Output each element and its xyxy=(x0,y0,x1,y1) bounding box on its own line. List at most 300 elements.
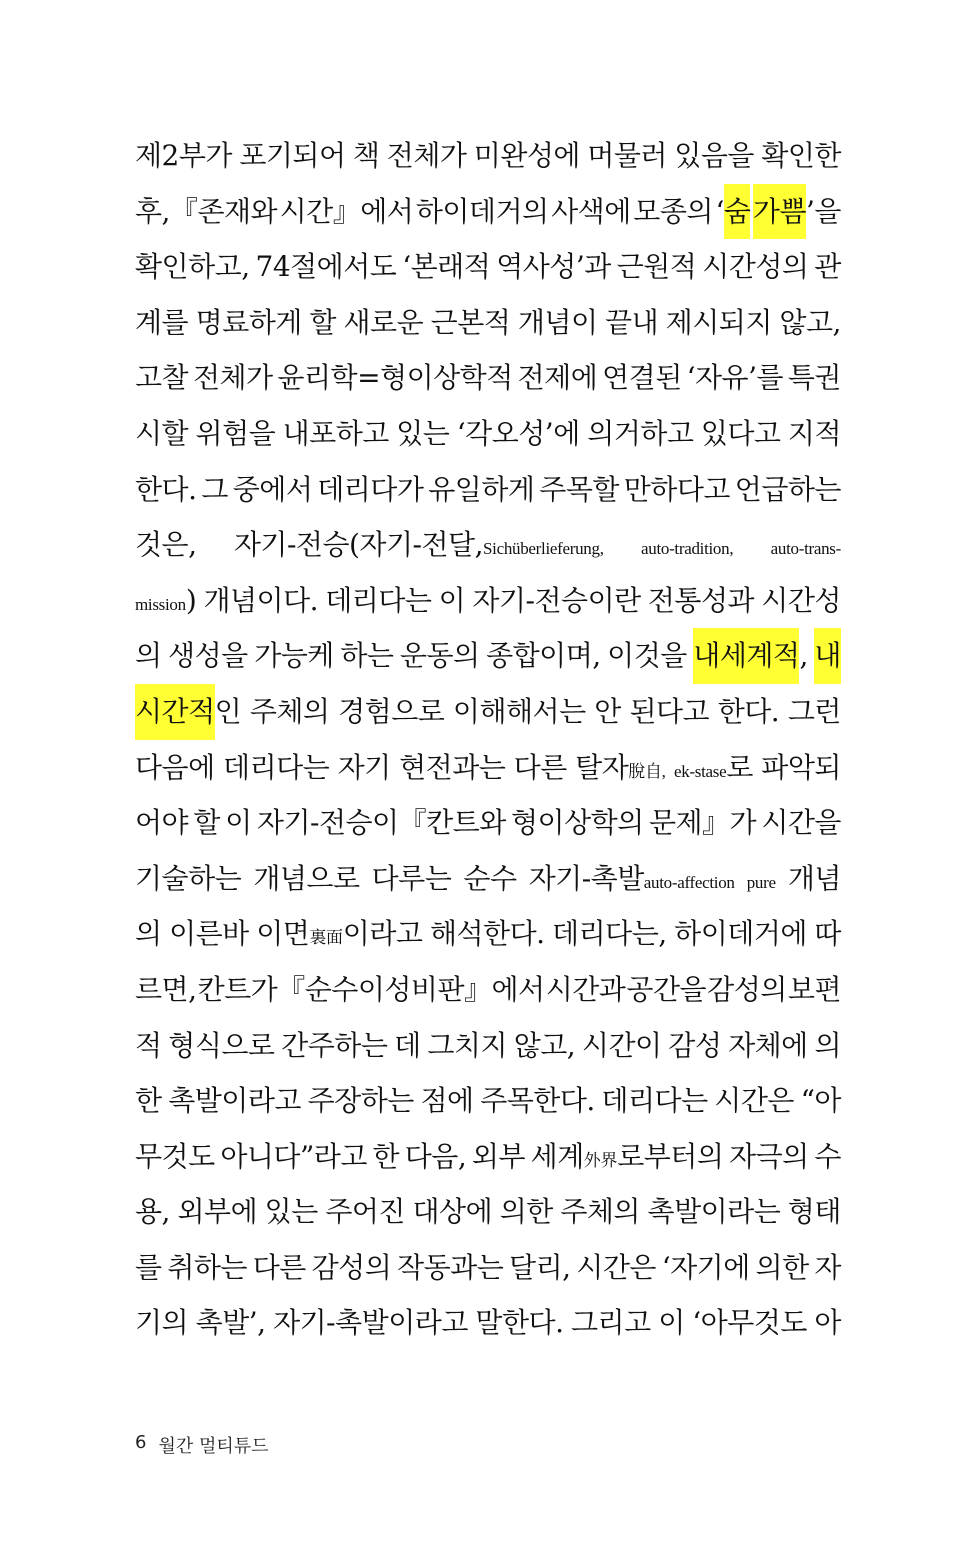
text-segment: 다루는 xyxy=(371,861,452,895)
text-segment: 현전과는 xyxy=(399,750,506,784)
word xyxy=(693,628,808,684)
text-segment: 이것을 xyxy=(607,639,687,673)
text-segment: 기의 xyxy=(135,1306,189,1340)
word xyxy=(325,1184,405,1240)
word xyxy=(518,350,598,406)
text-segment: 데리다는 xyxy=(223,750,330,784)
text-segment: 칸트가『순수이성비판』에서 xyxy=(197,972,545,1006)
word xyxy=(714,1073,794,1129)
text-segment: 머물러 xyxy=(587,139,667,172)
word xyxy=(135,962,197,1018)
word xyxy=(201,462,228,518)
text-segment: 전통성과 xyxy=(647,583,755,617)
word xyxy=(353,128,380,184)
word xyxy=(633,184,713,240)
word xyxy=(747,851,776,911)
word xyxy=(135,1240,162,1296)
text-segment: 74절에서도 xyxy=(255,250,397,284)
text-segment: 중에서 xyxy=(232,472,313,506)
word xyxy=(511,795,644,851)
word xyxy=(135,1295,188,1351)
word xyxy=(312,1240,392,1296)
word xyxy=(560,1184,640,1240)
word xyxy=(196,1295,266,1351)
word xyxy=(728,1018,808,1074)
text-segment: 가능케 xyxy=(254,639,334,673)
text-segment: 아니다”라고 xyxy=(220,1139,367,1173)
text-segment: 이면 xyxy=(256,917,310,951)
text-segment: 시간이 xyxy=(581,1028,662,1062)
text-segment: 만하다고 xyxy=(623,472,730,506)
text-line xyxy=(135,628,841,684)
text-line xyxy=(135,406,841,462)
text-segment: 주어진 xyxy=(325,1195,405,1229)
text-segment: 후,『존재와 xyxy=(135,194,278,228)
word xyxy=(788,851,841,907)
word xyxy=(254,628,334,684)
word xyxy=(472,573,640,629)
word xyxy=(735,462,841,518)
text-segment: 점에 xyxy=(420,1084,474,1118)
text-segment: 역사성’과 xyxy=(496,250,611,284)
text-segment: 시간과 xyxy=(545,972,626,1006)
word xyxy=(168,1073,301,1129)
text-segment: 데리다가 xyxy=(317,472,424,506)
word xyxy=(431,295,511,351)
word xyxy=(399,740,505,796)
gloss-text: 外界 xyxy=(583,1150,618,1170)
word xyxy=(135,295,188,351)
text-segment: 그치지 xyxy=(427,1028,507,1062)
text-segment: 모종의 xyxy=(633,194,713,228)
text-line xyxy=(135,573,841,629)
text-segment: 미완성에 xyxy=(473,139,580,172)
publication-title: 월간 멀티튜드 xyxy=(158,1436,269,1457)
word xyxy=(814,239,841,295)
text-segment: 를 xyxy=(135,1250,162,1284)
word xyxy=(756,1240,809,1296)
text-segment: 개념으로 xyxy=(253,861,360,895)
text-segment: 끝내 xyxy=(605,305,659,339)
text-segment: 이 xyxy=(658,1306,685,1340)
text-segment: ‘본래적 xyxy=(402,250,491,284)
gloss-text: auto-trans- xyxy=(770,539,841,559)
word xyxy=(531,1129,724,1189)
word xyxy=(674,740,753,800)
text-line xyxy=(135,295,841,351)
text-segment: 주목할 xyxy=(539,472,619,506)
text-segment: 하는 xyxy=(340,639,394,673)
text-segment: 시간성의 xyxy=(702,250,809,284)
text-segment: 다른 xyxy=(252,1250,306,1284)
word xyxy=(135,350,188,406)
word xyxy=(475,1295,563,1351)
word xyxy=(788,406,841,462)
word xyxy=(617,239,697,295)
word xyxy=(814,1129,841,1185)
text-segment: 용, xyxy=(135,1195,170,1229)
text-segment: 시간성 xyxy=(761,583,841,617)
word xyxy=(277,350,512,406)
word xyxy=(552,906,667,962)
word xyxy=(546,962,626,1018)
gloss-text: 裏面 xyxy=(309,928,343,948)
word xyxy=(239,128,345,184)
word xyxy=(135,1073,162,1129)
word xyxy=(514,1018,576,1074)
text-segment: 명료하게 xyxy=(195,305,302,339)
text-segment: 의 xyxy=(135,917,162,951)
text-segment: 어야 xyxy=(135,806,189,840)
word xyxy=(648,1184,781,1240)
text-line xyxy=(135,350,841,406)
text-segment: 공간을 xyxy=(626,972,707,1006)
text-segment: ‘각오성’에 xyxy=(456,416,580,450)
text-segment: 자기-전승(자기-전달, xyxy=(233,528,483,562)
word xyxy=(753,184,841,240)
text-segment: 그리고 xyxy=(571,1306,651,1340)
text-segment: 문제』가 xyxy=(648,806,757,840)
word xyxy=(397,1240,503,1296)
word xyxy=(273,1295,468,1351)
text-segment: 된다고 xyxy=(629,694,710,728)
word xyxy=(135,906,162,962)
word xyxy=(687,350,783,406)
text-segment: 순수 xyxy=(463,861,517,895)
text-segment: 할 xyxy=(309,305,336,339)
text-segment: 있는 xyxy=(396,416,450,450)
text-line xyxy=(135,517,841,573)
word xyxy=(788,350,841,406)
word xyxy=(814,1018,841,1074)
word xyxy=(587,406,693,462)
text-segment: 계를 xyxy=(135,305,189,339)
text-segment: 제시되지 xyxy=(665,305,772,339)
text-line xyxy=(135,1129,841,1185)
gloss-text: 脫自, xyxy=(628,761,666,781)
word xyxy=(514,740,567,796)
text-segment: 주체의 xyxy=(249,694,330,728)
word xyxy=(463,851,516,907)
text-segment: 적 xyxy=(135,1028,162,1062)
text-segment: 의 xyxy=(135,639,162,673)
text-segment: 제2부가 xyxy=(135,139,232,172)
gloss-text: ek-stase xyxy=(674,761,727,781)
text-segment: 시간』에서 xyxy=(279,194,414,228)
text-segment: 개념 xyxy=(787,861,841,895)
word xyxy=(387,128,467,184)
text-segment: 다음, xyxy=(404,1139,467,1173)
text-segment: 데리다는, xyxy=(552,917,667,951)
word xyxy=(496,239,611,295)
text-segment: 이 xyxy=(225,806,252,840)
text-segment: 자기-전승이란 xyxy=(472,583,641,617)
text-segment: 의한 xyxy=(499,1195,553,1229)
word xyxy=(223,740,329,796)
word xyxy=(168,1018,274,1074)
text-segment: 탈자 xyxy=(575,750,629,784)
word xyxy=(135,184,277,240)
text-segment: ‘ xyxy=(715,194,724,228)
word xyxy=(658,1295,685,1351)
text-segment: 무것도 xyxy=(135,1139,215,1173)
text-line xyxy=(135,684,841,740)
word xyxy=(400,628,480,684)
text-segment: 주목한다. xyxy=(480,1084,595,1118)
word xyxy=(649,795,756,851)
text-segment: 사색에 xyxy=(551,194,631,228)
word xyxy=(551,184,631,240)
word xyxy=(602,350,682,406)
word xyxy=(373,1129,400,1185)
highlighted-text: 시간적 xyxy=(135,684,215,740)
word xyxy=(280,184,414,240)
text-segment: 다음에 xyxy=(135,750,215,784)
text-line xyxy=(135,1073,841,1129)
word xyxy=(135,573,196,633)
word xyxy=(641,517,733,577)
text-segment: 한다. xyxy=(717,694,780,728)
word xyxy=(761,740,841,796)
word xyxy=(575,740,665,800)
word xyxy=(135,128,232,184)
text-segment: 시간은 xyxy=(576,1250,656,1284)
word xyxy=(474,128,580,184)
word xyxy=(500,1184,553,1240)
word xyxy=(761,573,841,629)
body-text xyxy=(135,128,841,1351)
text-segment: 확인하고, xyxy=(135,250,250,284)
text-segment: 한다. xyxy=(135,472,197,506)
word xyxy=(788,684,841,740)
text-segment: 특권 xyxy=(787,361,841,395)
word xyxy=(135,628,162,684)
word xyxy=(718,684,780,740)
text-segment: 감성의 xyxy=(311,1250,392,1284)
text-segment: 세계 xyxy=(530,1139,584,1173)
text-segment: 하이데거의 xyxy=(415,194,549,228)
word xyxy=(169,906,249,962)
text-segment: 달리, xyxy=(509,1250,571,1284)
word xyxy=(135,740,215,796)
word xyxy=(648,573,754,629)
text-segment: 운동의 xyxy=(399,639,480,673)
text-segment: 로 xyxy=(726,750,753,784)
text-segment: 르면, xyxy=(135,972,197,1006)
word xyxy=(196,295,302,351)
word xyxy=(674,128,754,184)
text-segment: 대상에 xyxy=(412,1195,493,1229)
word xyxy=(539,462,619,518)
word xyxy=(666,295,772,351)
word xyxy=(135,795,188,851)
word xyxy=(193,350,273,406)
text-segment: 이른바 xyxy=(169,917,249,951)
word xyxy=(439,573,466,629)
gloss-text: mission xyxy=(135,594,186,614)
text-segment: 데 xyxy=(394,1028,421,1062)
text-segment: 이 xyxy=(438,583,466,617)
word xyxy=(405,1129,467,1185)
text-segment: 자기 xyxy=(337,750,391,784)
word xyxy=(420,1073,473,1129)
text-segment: 파악되 xyxy=(761,750,841,784)
text-segment: 의한 xyxy=(755,1250,809,1284)
word xyxy=(624,462,730,518)
word xyxy=(193,795,220,851)
text-line xyxy=(135,906,841,962)
text-segment: 외부에 xyxy=(177,1195,258,1229)
text-segment: 형식으로 xyxy=(168,1028,275,1062)
text-segment: 시할 xyxy=(135,416,189,450)
text-line xyxy=(135,962,841,1018)
word xyxy=(253,1240,306,1296)
word xyxy=(428,462,534,518)
text-segment: 한 xyxy=(135,1084,162,1118)
text-segment: 유일하게 xyxy=(428,472,535,506)
word xyxy=(761,795,841,851)
word xyxy=(453,684,586,740)
text-line xyxy=(135,239,841,295)
word xyxy=(413,1184,493,1240)
text-segment: ‘자기에 xyxy=(661,1250,750,1284)
text-line xyxy=(135,851,841,907)
text-segment: 외부 xyxy=(471,1139,526,1173)
text-segment: 자극의 xyxy=(729,1139,809,1173)
text-segment: “아 xyxy=(800,1084,841,1118)
word xyxy=(701,406,781,462)
word xyxy=(256,239,397,295)
text-segment: 윤리학=형이상학적 xyxy=(277,361,513,395)
text-segment: 있음을 xyxy=(674,139,754,172)
word xyxy=(457,406,580,462)
word xyxy=(203,573,318,629)
text-segment: 경험으로 xyxy=(338,694,445,728)
word xyxy=(402,239,490,295)
text-segment: 위험을 xyxy=(195,416,276,450)
text-segment: , xyxy=(799,639,808,673)
gloss-text: pure xyxy=(746,872,776,892)
text-segment: 간주하는 xyxy=(281,1028,388,1062)
text-segment: 이라고 xyxy=(342,917,423,951)
text-segment: 않고, xyxy=(779,305,841,339)
word xyxy=(629,684,709,740)
text-line xyxy=(135,1184,841,1240)
word xyxy=(256,906,422,966)
text-segment: 않고, xyxy=(513,1028,576,1062)
word xyxy=(571,1295,651,1351)
text-segment: 그 xyxy=(201,472,228,506)
text-line xyxy=(135,740,841,796)
text-segment: 책 xyxy=(352,139,380,172)
word xyxy=(486,628,601,684)
page-number: 6 xyxy=(135,1432,147,1453)
word xyxy=(509,1240,571,1296)
word xyxy=(761,128,841,184)
highlighted-text: 내 xyxy=(814,628,841,684)
word xyxy=(814,906,841,962)
word xyxy=(715,184,750,240)
text-segment: 전체가 xyxy=(386,139,467,172)
text-segment: 것은, xyxy=(135,528,197,562)
text-segment: 기술하는 xyxy=(135,861,242,895)
word xyxy=(308,1073,414,1129)
text-segment: 보편 xyxy=(787,972,841,1006)
text-segment: 해석한다. xyxy=(429,917,545,951)
text-segment: 지적 xyxy=(787,416,841,450)
text-segment: 시간은 xyxy=(714,1084,794,1118)
text-segment: 전체가 xyxy=(192,361,273,395)
text-segment: ’을 xyxy=(806,194,841,228)
word xyxy=(601,1073,707,1129)
text-segment: 감성 xyxy=(668,1028,722,1062)
text-segment: 근본적 xyxy=(430,305,511,339)
text-line xyxy=(135,1240,841,1296)
word xyxy=(135,1184,170,1240)
word xyxy=(674,906,807,962)
word xyxy=(396,406,449,462)
word xyxy=(135,239,250,295)
word xyxy=(582,1018,662,1074)
word xyxy=(317,462,423,518)
text-segment: ‘자유’를 xyxy=(686,361,784,395)
word xyxy=(518,295,598,351)
word xyxy=(788,1184,841,1240)
word xyxy=(338,684,444,740)
text-segment: 자기-촉발이라고 xyxy=(273,1306,468,1340)
text-segment: 안 xyxy=(594,694,621,728)
word xyxy=(177,1184,257,1240)
word xyxy=(135,684,241,740)
word xyxy=(234,517,604,577)
highlighted-text: 가쁨 xyxy=(753,184,806,240)
text-segment: 새로운 xyxy=(343,305,424,339)
text-segment: 개념이 xyxy=(517,305,598,339)
word xyxy=(196,406,276,462)
word xyxy=(662,1240,750,1296)
text-segment: 형태 xyxy=(787,1195,841,1229)
text-segment: ‘아무것도 xyxy=(692,1306,807,1340)
word xyxy=(702,239,808,295)
text-segment: 감성의 xyxy=(707,972,787,1006)
highlighted-text: 내세계적 xyxy=(693,628,799,684)
word xyxy=(343,295,423,351)
text-segment: 고찰 xyxy=(135,361,189,395)
word xyxy=(814,628,841,684)
text-segment: 연결된 xyxy=(602,361,682,395)
word xyxy=(472,1129,525,1185)
text-line xyxy=(135,462,841,518)
text-segment: 자기-촉발 xyxy=(528,861,644,895)
word xyxy=(416,184,549,240)
word xyxy=(771,517,841,577)
word xyxy=(605,295,658,351)
word xyxy=(253,851,359,907)
gloss-text: auto-tradition, xyxy=(641,539,734,559)
text-segment: 관 xyxy=(814,250,841,284)
word xyxy=(135,517,197,573)
word xyxy=(372,851,452,907)
text-segment: 확인한 xyxy=(761,139,841,172)
text-segment: 할 xyxy=(193,806,220,840)
text-segment: 있다고 xyxy=(700,416,781,450)
word xyxy=(587,128,667,184)
word xyxy=(779,295,841,351)
page-footer xyxy=(135,1432,269,1458)
word xyxy=(281,1018,387,1074)
text-segment: 로부터의 xyxy=(617,1139,724,1173)
text-segment: 한 xyxy=(372,1139,400,1173)
